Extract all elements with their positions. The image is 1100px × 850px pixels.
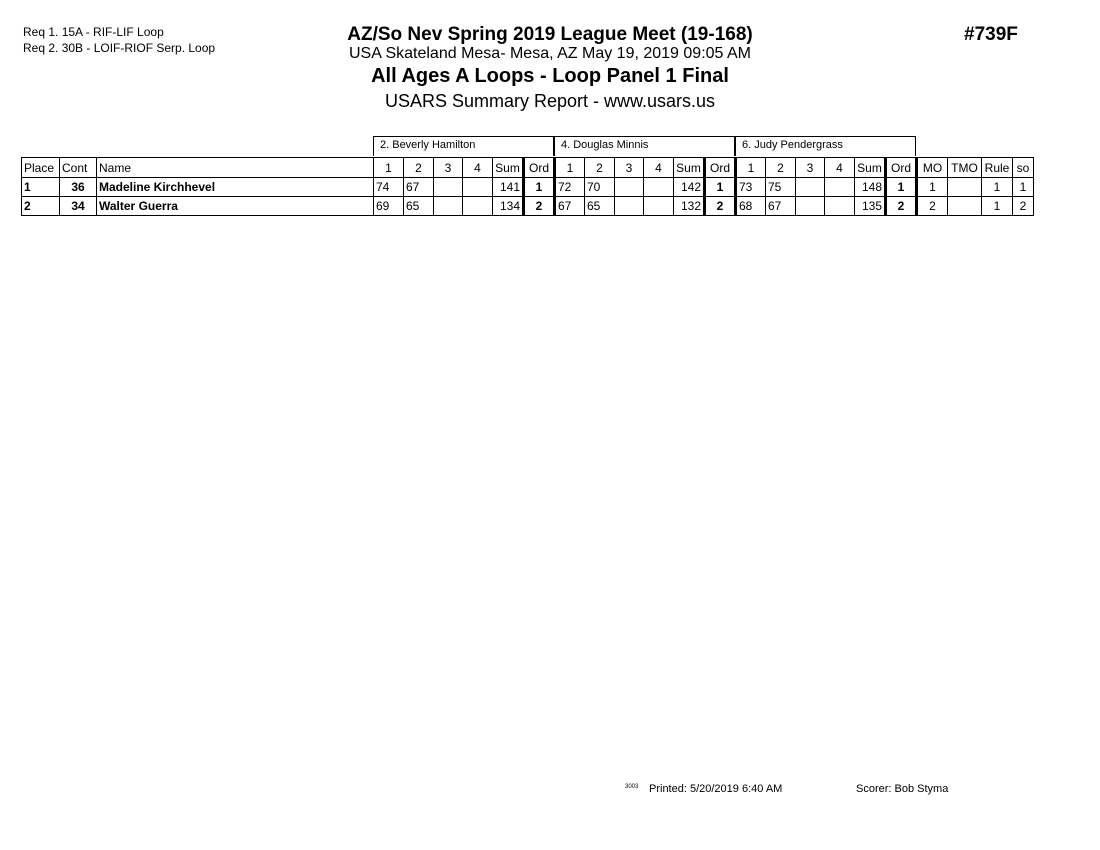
col-j3-s3: 3 <box>796 158 825 178</box>
row-mo: 2 <box>917 197 948 216</box>
col-j2-s2: 2 <box>585 158 615 178</box>
row-j1-s2: 67 <box>404 178 434 197</box>
results-table <box>21 157 1034 216</box>
row-j3-ord: 2 <box>886 197 917 216</box>
row-j1-ord: 2 <box>524 197 555 216</box>
col-cont: Cont <box>60 158 97 178</box>
row-tmo <box>948 178 982 197</box>
row-j2-s1: 72 <box>555 178 585 197</box>
row-j1-s1: 74 <box>374 178 404 197</box>
row-j1-s1: 69 <box>374 197 404 216</box>
row-j3-s3 <box>796 178 825 197</box>
row-j1-sum: 141 <box>493 178 524 197</box>
col-j1-s3: 3 <box>434 158 463 178</box>
col-tmo: TMO <box>948 158 982 178</box>
event-number: #739F <box>964 24 1018 45</box>
col-mo: MO <box>917 158 948 178</box>
meet-title: AZ/So Nev Spring 2019 League Meet (19-168) <box>347 24 753 45</box>
printed-timestamp: Printed: 5/20/2019 6:40 AM <box>649 783 783 795</box>
row-j3-s4 <box>825 197 855 216</box>
judge-header-2: 4. Douglas Minnis <box>554 136 735 156</box>
row-name: Walter Guerra <box>97 197 374 216</box>
row-j2-s4 <box>644 197 674 216</box>
col-so: so <box>1013 158 1034 178</box>
row-j3-sum: 135 <box>855 197 886 216</box>
row-j1-sum: 134 <box>493 197 524 216</box>
table-row <box>22 197 1034 216</box>
col-place: Place <box>22 158 60 178</box>
row-j1-s2: 65 <box>404 197 434 216</box>
row-j2-s2: 65 <box>585 197 615 216</box>
row-j3-s2: 75 <box>766 178 796 197</box>
row-cont: 36 <box>60 178 97 197</box>
venue-date: USA Skateland Mesa- Mesa, AZ May 19, 2019 09:05 AM <box>349 45 751 62</box>
requirement-1: Req 1. 15A - RIF-LIF Loop <box>23 25 164 39</box>
col-j2-ord: Ord <box>705 158 736 178</box>
row-j2-s4 <box>644 178 674 197</box>
row-j2-ord: 1 <box>705 178 736 197</box>
row-j2-sum: 132 <box>674 197 705 216</box>
row-j3-s2: 67 <box>766 197 796 216</box>
col-j1-s4: 4 <box>463 158 493 178</box>
row-place: 2 <box>22 197 60 216</box>
row-so: 1 <box>1013 178 1034 197</box>
print-mark: 3003 <box>625 784 639 790</box>
row-j3-s3 <box>796 197 825 216</box>
row-j3-s1: 73 <box>736 178 766 197</box>
col-j2-sum: Sum <box>674 158 705 178</box>
row-j2-s2: 70 <box>585 178 615 197</box>
col-j3-s4: 4 <box>825 158 855 178</box>
col-j1-sum: Sum <box>493 158 524 178</box>
report-title: USARS Summary Report - www.usars.us <box>384 91 716 111</box>
row-j3-s4 <box>825 178 855 197</box>
row-j2-ord: 2 <box>705 197 736 216</box>
col-j3-sum: Sum <box>855 158 886 178</box>
col-j3-s1: 1 <box>736 158 766 178</box>
requirement-2: Req 2. 30B - LOIF-RIOF Serp. Loop <box>23 41 216 55</box>
scorer-name: Scorer: Bob Styma <box>856 783 949 795</box>
row-j2-s3 <box>615 178 644 197</box>
row-j1-s3 <box>434 178 463 197</box>
row-so: 2 <box>1013 197 1034 216</box>
row-j1-s3 <box>434 197 463 216</box>
col-rule: Rule <box>982 158 1013 178</box>
row-j1-s4 <box>463 197 493 216</box>
col-j2-s3: 3 <box>615 158 644 178</box>
judge-header-1: 2. Beverly Hamilton <box>373 136 554 156</box>
col-j1-ord: Ord <box>524 158 555 178</box>
table-row <box>22 178 1034 197</box>
row-j1-ord: 1 <box>524 178 555 197</box>
col-j1-s1: 1 <box>374 158 404 178</box>
row-rule: 1 <box>982 178 1013 197</box>
row-j3-ord: 1 <box>886 178 917 197</box>
event-title: All Ages A Loops - Loop Panel 1 Final <box>371 65 729 87</box>
row-j2-s3 <box>615 197 644 216</box>
row-j2-s1: 67 <box>555 197 585 216</box>
judge-header-3: 6. Judy Pendergrass <box>735 136 916 156</box>
col-j3-s2: 2 <box>766 158 796 178</box>
row-j1-s4 <box>463 178 493 197</box>
col-j1-s2: 2 <box>404 158 434 178</box>
row-cont: 34 <box>60 197 97 216</box>
col-j3-ord: Ord <box>886 158 917 178</box>
row-tmo <box>948 197 982 216</box>
row-place: 1 <box>22 178 60 197</box>
row-j2-sum: 142 <box>674 178 705 197</box>
col-j2-s1: 1 <box>555 158 585 178</box>
row-rule: 1 <box>982 197 1013 216</box>
row-j3-s1: 68 <box>736 197 766 216</box>
col-name: Name <box>97 158 374 178</box>
row-name: Madeline Kirchhevel <box>97 178 374 197</box>
row-mo: 1 <box>917 178 948 197</box>
table-header-row <box>22 158 1034 178</box>
col-j2-s4: 4 <box>644 158 674 178</box>
row-j3-sum: 148 <box>855 178 886 197</box>
